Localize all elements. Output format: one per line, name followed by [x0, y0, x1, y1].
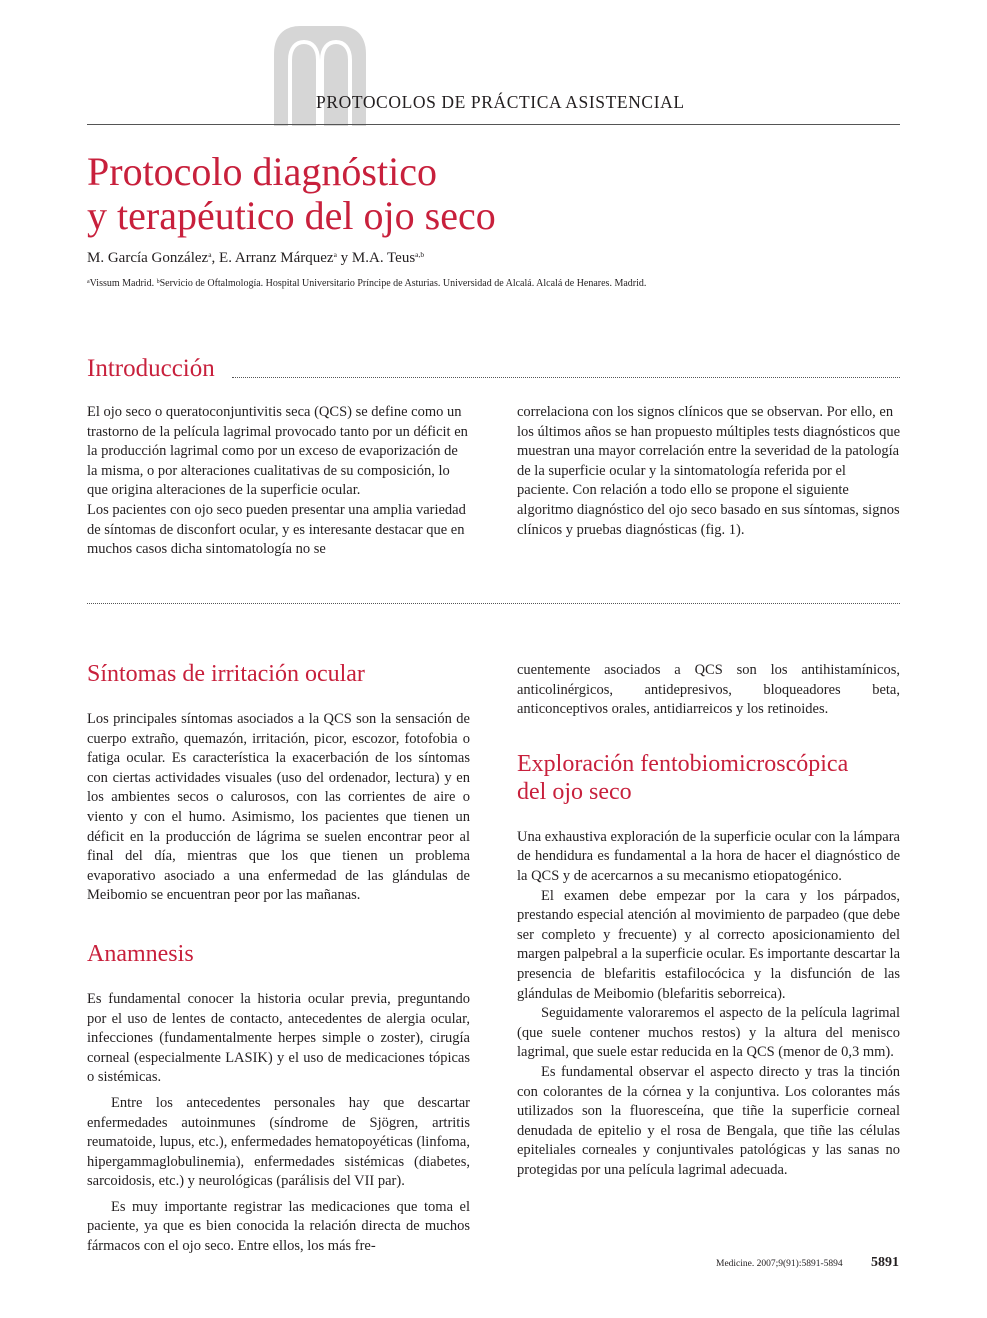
paragraph: Es muy importante registrar las medicaciones que toma el paciente, ya que es bien conocida la relación directa de muchos fármacos con el ojo seco. Entre ellos, los más fre- [87, 1198, 470, 1255]
author-name: E. Arranz Márquez [219, 250, 334, 266]
affiliation-text: Servicio de Oftalmología. Hospital Universitario Príncipe de Asturias. Universidad de Alcalá. Alcalá de Henares. Madrid. [159, 278, 647, 289]
intro-right-column [517, 403, 900, 540]
author-separator: , [211, 250, 220, 266]
author-name: M. García González [87, 250, 209, 266]
dotted-rule [87, 603, 900, 604]
paragraph: Una exhaustiva exploración de la superficie ocular con la lámpara de hendidura es fundamental a la hora de hacer el diagnóstico de la QCS y de acercarnos a su mecanismo etiopatogénico. [517, 828, 900, 884]
author-affiliation-mark: a [208, 250, 212, 259]
paragraph: El ojo seco o queratoconjuntivitis seca (QCS) se define como un trastorno de la película lagrimal provocado tanto por un déficit en la producción lagrimal como por un exceso de evaporización de la misma, o por alteraciones cualitativas de su composición, lo que origina alteraciones de la superficie ocular. [87, 404, 468, 499]
paragraph: Los principales síntomas asociados a la QCS son la sensación de cuerpo extraño, quemazón, irritación, picor, escozor, fotofobia o fatiga ocular. Es característica la exacerbación de los síntomas con ciertas actividades visuales (uso del ordenador, lectura) y en los ambientes secos o calurosos, con las corrientes de aire o viento y con el humo. Asimismo, los pacientes que tienen un déficit en la producción de lágrima se suelen encontrar peor al final del día, mientras que los que tienen un problema evaporativo asociado a una enfermedad de las glándulas de Meibomio se encuentran peor por las mañanas. [87, 711, 470, 904]
left-column [87, 660, 470, 1257]
paragraph: Entre los antecedentes personales hay que descartar enfermedades autoinmunes (síndrome de Sjögren, artritis reumatoide, lupus, etc.), enfermedades hematopoyéticas (linfoma, hipergammaglobulinemia), enfermedades sistémicas (diabetes, sarcoidosis, etc.) y neurológicas (parálisis del VII par). [87, 1094, 470, 1190]
section-heading-sintomas: Síntomas de irritación ocular [87, 661, 365, 687]
section-heading-anamnesis: Anamnesis [87, 940, 194, 967]
heading-line: Exploración fentobiomicroscópica [517, 750, 849, 777]
paragraph: cuentemente asociados a QCS son los antihistamínicos, anticolinérgicos, antidepresivos, bloqueadores beta, anticonceptivos orales, antidiarreicos y los retinoides. [517, 662, 900, 718]
paragraph: El examen debe empezar por la cara y los párpados, prestando especial atención al movimiento de parpadeo (que debe ser completo y frecuente) y al correcto aposicionamiento del margen palpebral a la superficie ocular. Es importante descartar la presencia de blefaritis estafilocócica y la disfunción de las glándulas de Meibomio (blefaritis seborreica). [517, 887, 901, 1002]
dotted-rule [232, 377, 900, 378]
section-label: PROTOCOLOS DE PRÁCTICA ASISTENCIAL [316, 92, 685, 112]
paragraph: correlaciona con los signos clínicos que se observan. Por ello, en los últimos años se han propuesto múltiples tests diagnósticos que muestran una mayor correlación entre la severidad de la patología de la superficie ocular y la sintomatología referida por el paciente. Con relación a todo ello se propone el siguiente algoritmo diagnóstico del ojo seco basado en sus síntomas, signos clínicos y pruebas diagnósticas (fig. 1). [517, 404, 901, 538]
intro-heading: Introducción [87, 355, 215, 382]
author-affiliation-mark: a [333, 250, 337, 259]
author-separator: y [336, 250, 352, 266]
heading-line: del ojo seco [517, 778, 632, 805]
page-number: 5891 [871, 1255, 899, 1270]
author-name: M.A. Teus [351, 250, 416, 266]
paragraph: Seguidamente valoraremos el aspecto de la película lagrimal (que suele contener muchos restos) y la altura del menisco lagrimal, que suele estar reducida en la QCS (menor de 0,3 mm). [517, 1005, 900, 1061]
paragraph: Es fundamental observar el aspecto directo y tras la tinción con colorantes de la córnea y la conjuntiva. Los colorantes más utilizados son la fluoresceína, que tiñe la superficie corneal denudada de epitelio y el rosa de Bengala, que tiñe las células epiteliales corneales y conjuntivales patológicas y las sanas no protegidas por una película lagrimal adecuada. [517, 1063, 900, 1178]
affiliation-mark: a [87, 279, 90, 285]
author-affiliation-mark: a,b [415, 250, 425, 259]
affiliation-mark: b [156, 279, 160, 285]
affiliations [87, 278, 646, 289]
intro-left-column [87, 403, 469, 560]
section-heading-exploracion [517, 750, 900, 806]
paragraph: Es fundamental conocer la historia ocular previa, preguntando por el uso de lentes de contacto, antecedentes de alergia ocular, infecciones (fundamentalmente herpes simple o zoster), cirugía corneal (especialmente LASIK) y el uso de medicaciones tópicas o sistémicas. [87, 990, 470, 1086]
author-list [87, 250, 424, 267]
title-line-2: y terapéutico del ojo seco [87, 193, 496, 238]
affiliation-text: Vissum Madrid. [89, 278, 157, 289]
paragraph: Los pacientes con ojo seco pueden presentar una amplia variedad de síntomas de disconfort ocular, y es interesante destacar que en muchos casos dicha sintomatología no se [87, 501, 466, 558]
header-rule [87, 124, 900, 125]
article-title [87, 150, 496, 238]
citation: Medicine. 2007;9(91):5891-5894 [716, 1259, 843, 1269]
right-column [517, 661, 900, 1180]
title-line-1: Protocolo diagnóstico [87, 149, 437, 194]
